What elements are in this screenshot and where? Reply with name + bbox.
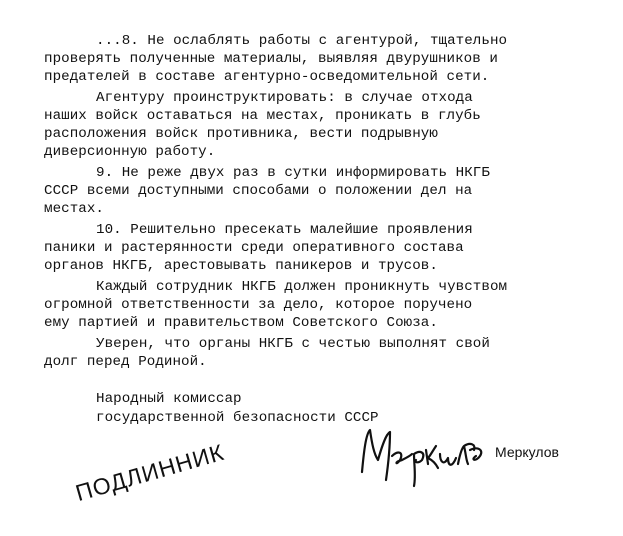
text-line-9: СССР всеми доступными способами о положении дел на [44,183,473,199]
text-line-1: ...8. Не ослаблять работы с агентурой, тщательно [96,33,508,49]
text-line-17: Уверен, что органы НКГБ с честью выполнят свой [96,336,490,352]
text-line-10: местах. [44,201,104,217]
text-line-18: долг перед Родиной. [44,354,207,370]
signatory-title-line-1: Народный комиссар [96,391,242,407]
text-line-7: диверсионную работу. [44,144,216,160]
text-line-4: Агентуру проинструктировать: в случае отхода [96,90,473,106]
text-line-2: проверять полученные материалы, выявляя двурушников и [44,51,498,67]
handwritten-signature [352,420,492,490]
text-line-13: органов НКГБ, арестовывать паникеров и трусов. [44,258,438,274]
text-line-16: ему партией и правительством Советского Союза. [44,315,438,331]
text-line-5: наших войск оставаться на местах, проникать в глубь [44,108,481,124]
text-line-6: расположения войск противника, вести подрывную [44,126,438,142]
text-line-11: 10. Решительно пресекать малейшие проявления [96,222,473,238]
text-line-3: предателей в составе агентурно-осведомительной сети. [44,69,490,85]
stamp-podlinnik: ПОДЛИННИК [72,438,228,507]
text-line-15: огромной ответственности за дело, которое поручено [44,297,473,313]
signatory-title-line-2: государственной безопасности СССР [96,410,379,426]
signatory-name: Меркулов [495,444,559,460]
text-line-8: 9. Не реже двух раз в сутки информировать НКГБ [96,165,490,181]
text-line-12: паники и растерянности среди оперативного состава [44,240,464,256]
text-line-14: Каждый сотрудник НКГБ должен проникнуть чувством [96,279,508,295]
